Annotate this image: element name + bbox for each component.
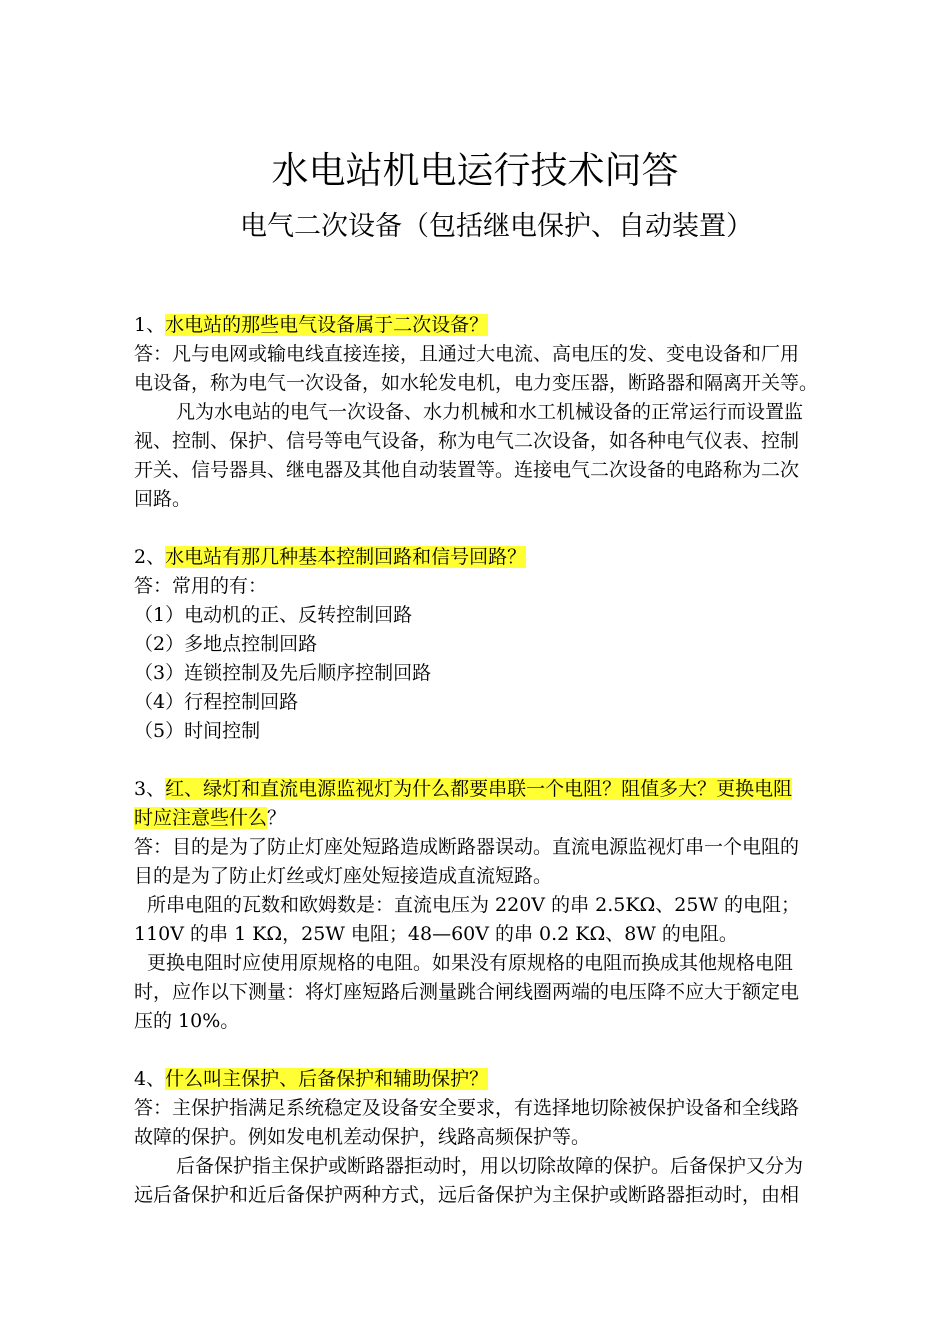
question-1 [134, 311, 924, 340]
question-number: 4、 [134, 1068, 166, 1090]
answer-line: 答：目的是为了防止灯座处短路造成断路器误动。直流电源监视灯串一个电阻的 [134, 836, 800, 858]
answer-line: 电设备，称为电气一次设备，如水轮发电机，电力变压器，断路器和隔离开关等。 [134, 372, 819, 394]
answer-line: 回路。 [134, 488, 192, 510]
document-title: 水电站机电运行技术问答 [271, 149, 679, 192]
paragraph-gap [134, 1036, 924, 1065]
question-text: 什么叫主保护、后备保护和辅助保护？ [165, 1068, 489, 1090]
answer-line: 答：凡与电网或输电线直接连接，且通过大电流、高电压的发、变电设备和厂用 [134, 343, 800, 365]
question-text: 红、绿灯和直流电源监视灯为什么都要串联一个电阻？阻值多大？更换电阻 [165, 778, 793, 800]
answer-line: 所串电阻的瓦数和欧姆数是：直流电压为 220V 的串 2.5KΩ、25W 的电阻； [147, 894, 801, 916]
paragraph-gap [134, 746, 924, 775]
question-2 [134, 543, 924, 572]
document-subtitle: 电气二次设备（包括继电保护、自动装置） [240, 211, 753, 242]
answer-line: 远后备保护和近后备保护两种方式，远后备保护为主保护或断路器拒动时，由相 [134, 1184, 800, 1206]
answer-line: 压的 10%。 [134, 1010, 240, 1032]
answer-intro: 答：常用的有： [134, 575, 268, 597]
answer-line: 后备保护指主保护或断路器拒动时，用以切除故障的保护。后备保护又分为 [176, 1155, 804, 1177]
answer-line: 更换电阻时应使用原规格的电阻。如果没有原规格的电阻而换成其他规格电阻 [147, 952, 794, 974]
question-3-continued [134, 804, 924, 833]
answer-line: 凡为水电站的电气一次设备、水力机械和水工机械设备的正常运行而设置监 [176, 401, 804, 423]
answer-line: 答：主保护指满足系统稳定及设备安全要求，有选择地切除被保护设备和全线路 [134, 1097, 800, 1119]
answer-line: 110V 的串 1 KΩ，25W 电阻；48—60V 的串 0.2 KΩ、8W 的电阻。 [134, 923, 738, 945]
list-item: （3）连锁控制及先后顺序控制回路 [134, 662, 432, 684]
list-item: （1）电动机的正、反转控制回路 [134, 604, 413, 626]
answer-line: 故障的保护。例如发电机差动保护，线路高频保护等。 [134, 1126, 591, 1148]
list-item: （5）时间控制 [134, 720, 261, 742]
question-number: 3、 [134, 778, 166, 800]
question-4 [134, 1065, 924, 1094]
question-3 [134, 775, 924, 804]
question-text: 时应注意些什么 [134, 807, 268, 829]
list-item: （2）多地点控制回路 [134, 633, 318, 655]
answer-line: 目的是为了防止灯丝或灯座处短接造成直流短路。 [134, 865, 553, 887]
question-number: 2、 [134, 546, 166, 568]
answer-line: 时，应作以下测量：将灯座短路后测量跳合闸线圈两端的电压降不应大于额定电 [134, 981, 800, 1003]
question-tail: ？ [267, 807, 287, 829]
paragraph-gap [134, 514, 924, 543]
answer-line: 视、控制、保护、信号等电气设备，称为电气二次设备，如各种电气仪表、控制 [134, 430, 800, 452]
question-number: 1、 [134, 314, 166, 336]
answer-line: 开关、信号器具、继电器及其他自动装置等。连接电气二次设备的电路称为二次 [134, 459, 800, 481]
question-text: 水电站的那些电气设备属于二次设备？ [165, 314, 489, 336]
list-item: （4）行程控制回路 [134, 691, 299, 713]
document-body [134, 311, 924, 1210]
question-text: 水电站有那几种基本控制回路和信号回路？ [165, 546, 527, 568]
